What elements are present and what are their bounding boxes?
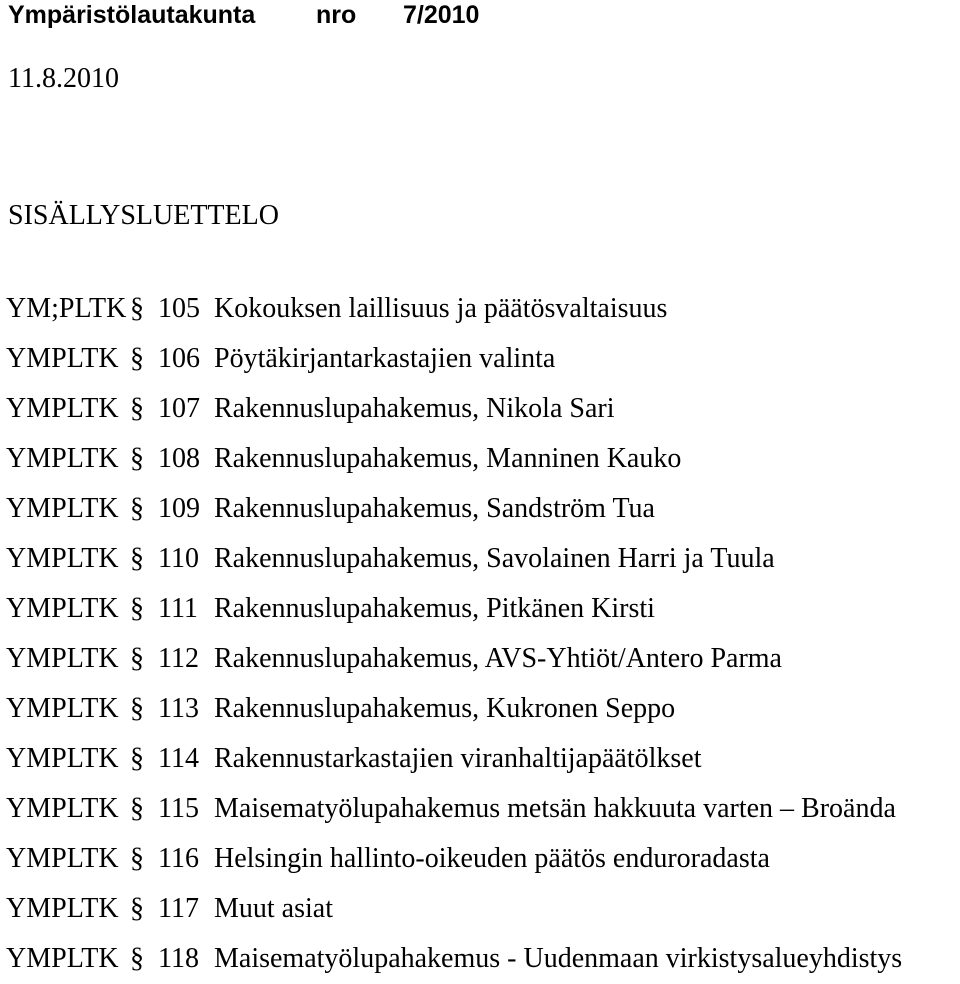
section-sign: § [130, 343, 144, 374]
section-sign: § [130, 443, 144, 474]
section-sign: § [130, 543, 144, 574]
toc-item-number: 118 [158, 943, 199, 974]
toc-item-number: 105 [158, 293, 200, 324]
toc-item-title: Rakennuslupahakemus, Savolainen Harri ja Tuula [214, 543, 775, 574]
toc-item [0, 834, 902, 884]
toc-item-code: YMPLTK [6, 693, 119, 724]
meeting-date: 11.8.2010 [8, 63, 119, 94]
toc-item-title: Kokouksen laillisuus ja päätösvaltaisuus [214, 293, 668, 324]
toc-item [0, 534, 902, 584]
toc-item-title: Rakennuslupahakemus, Sandström Tua [214, 493, 655, 524]
toc-item-number: 107 [158, 393, 200, 424]
toc-item-title: Rakennuslupahakemus, Kukronen Seppo [214, 693, 676, 724]
nro-label: nro [316, 1, 357, 29]
toc-item-code: YMPLTK [6, 893, 119, 924]
toc-item-code: YMPLTK [6, 593, 119, 624]
section-sign: § [130, 743, 144, 774]
toc-item-title: Rakennuslupahakemus, AVS-Yhtiöt/Antero Parma [214, 643, 782, 674]
toc-item-number: 108 [158, 443, 200, 474]
toc-item-title: Muut asiat [214, 893, 333, 924]
toc-item-number: 106 [158, 343, 200, 374]
toc-item [0, 934, 902, 984]
toc-item-number: 117 [158, 893, 199, 924]
section-sign: § [130, 843, 144, 874]
toc-item [0, 634, 902, 684]
toc-item-title: Rakennuslupahakemus, Nikola Sari [214, 393, 615, 424]
toc-item [0, 684, 902, 734]
section-sign: § [130, 693, 144, 724]
toc-item-code: YMPLTK [6, 643, 119, 674]
toc-item-code: YM;PLTK [6, 293, 127, 324]
toc-item-title: Pöytäkirjantarkastajien valinta [214, 343, 556, 374]
committee-name: Ympäristölautakunta [8, 1, 256, 29]
section-sign: § [130, 943, 144, 974]
toc-list [0, 284, 902, 984]
toc-item-title: Maisematyölupahakemus - Uudenmaan virkistysalueyhdistys [214, 943, 903, 974]
toc-item-title: Rakennuslupahakemus, Pitkänen Kirsti [214, 593, 655, 624]
toc-item [0, 434, 902, 484]
toc-item-title: Helsingin hallinto-oikeuden päätös enduroradasta [214, 843, 770, 874]
toc-item [0, 784, 902, 834]
toc-item-number: 109 [158, 493, 200, 524]
toc-item-code: YMPLTK [6, 943, 119, 974]
toc-item [0, 734, 902, 784]
section-sign: § [130, 643, 144, 674]
toc-item-number: 110 [158, 543, 199, 574]
meeting-number: 7/2010 [403, 1, 480, 29]
toc-item-code: YMPLTK [6, 493, 119, 524]
toc-item-code: YMPLTK [6, 443, 119, 474]
toc-item-title: Rakennuslupahakemus, Manninen Kauko [214, 443, 682, 474]
toc-item [0, 284, 902, 334]
section-sign: § [130, 893, 144, 924]
toc-item-number: 113 [158, 693, 199, 724]
toc-item-code: YMPLTK [6, 393, 119, 424]
document-header [8, 0, 479, 30]
toc-title: SISÄLLYSLUETTELO [8, 200, 279, 231]
toc-item-code: YMPLTK [6, 843, 119, 874]
toc-item-title: Rakennustarkastajien viranhaltijapäätölkset [214, 743, 702, 774]
toc-item-title: Maisematyölupahakemus metsän hakkuuta varten – Broända [214, 793, 896, 824]
toc-item-code: YMPLTK [6, 793, 119, 824]
toc-item [0, 884, 902, 934]
toc-item-number: 115 [158, 793, 199, 824]
toc-item-code: YMPLTK [6, 343, 119, 374]
toc-item-number: 111 [158, 593, 198, 624]
toc-item [0, 334, 902, 384]
toc-item [0, 484, 902, 534]
section-sign: § [130, 293, 144, 324]
toc-item-number: 112 [158, 643, 199, 674]
section-sign: § [130, 593, 144, 624]
section-sign: § [130, 393, 144, 424]
toc-item-number: 114 [158, 743, 199, 774]
toc-item-code: YMPLTK [6, 543, 119, 574]
toc-item [0, 584, 902, 634]
toc-item-code: YMPLTK [6, 743, 119, 774]
toc-item-number: 116 [158, 843, 199, 874]
toc-item [0, 384, 902, 434]
section-sign: § [130, 493, 144, 524]
section-sign: § [130, 793, 144, 824]
